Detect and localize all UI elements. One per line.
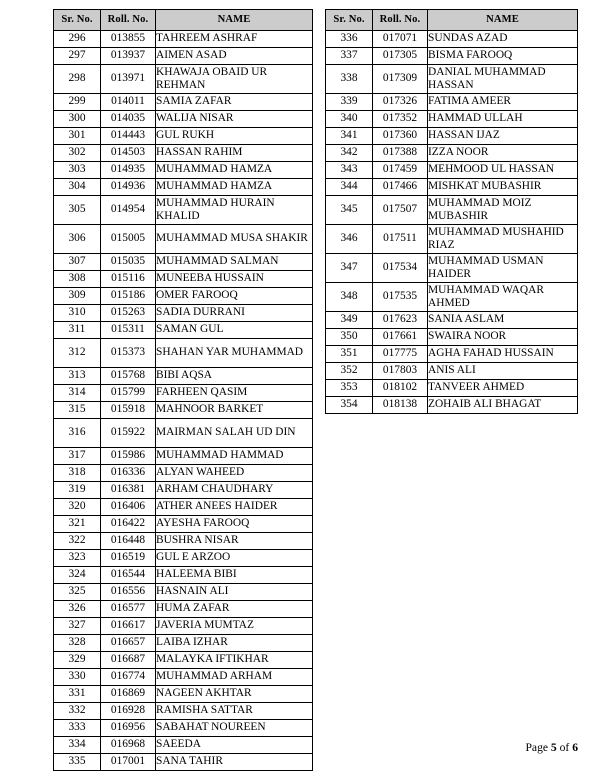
table-row <box>326 254 578 283</box>
column-header-sr-no: Sr. No. <box>54 10 101 31</box>
cell-name: BISMA FAROOQ <box>428 48 578 65</box>
table-row <box>326 65 578 94</box>
cell-name: GUL E ARZOO <box>156 550 313 567</box>
table-row <box>54 652 313 669</box>
cell-roll-no: 017623 <box>373 312 428 329</box>
cell-name: ATHER ANEES HAIDER <box>156 499 313 516</box>
cell-name: MUHAMMAD HAMZA <box>156 162 313 179</box>
cell-roll-no: 017507 <box>373 196 428 225</box>
cell-sr-no: 301 <box>54 128 101 145</box>
cell-roll-no: 014035 <box>101 111 156 128</box>
table-row <box>326 346 578 363</box>
table-row <box>54 465 313 482</box>
table-row <box>326 380 578 397</box>
cell-name: WALIJA NISAR <box>156 111 313 128</box>
cell-sr-no: 332 <box>54 703 101 720</box>
cell-sr-no: 316 <box>54 419 101 448</box>
table-row <box>54 482 313 499</box>
cell-roll-no: 017352 <box>373 111 428 128</box>
cell-roll-no: 016687 <box>101 652 156 669</box>
cell-sr-no: 347 <box>326 254 373 283</box>
column-header-roll-no: Roll. No. <box>101 10 156 31</box>
table-row <box>54 703 313 720</box>
cell-name: JAVERIA MUMTAZ <box>156 618 313 635</box>
cell-roll-no: 018138 <box>373 397 428 414</box>
cell-name: HAMMAD ULLAH <box>428 111 578 128</box>
cell-name: MAHNOOR BARKET <box>156 402 313 419</box>
cell-sr-no: 314 <box>54 385 101 402</box>
table-row <box>54 720 313 737</box>
cell-roll-no: 015986 <box>101 448 156 465</box>
table-row <box>54 368 313 385</box>
cell-roll-no: 014503 <box>101 145 156 162</box>
cell-roll-no: 017459 <box>373 162 428 179</box>
cell-roll-no: 016336 <box>101 465 156 482</box>
table-row <box>54 419 313 448</box>
table-row <box>54 686 313 703</box>
cell-sr-no: 299 <box>54 94 101 111</box>
cell-name: MUHAMMAD USMAN HAIDER <box>428 254 578 283</box>
cell-roll-no: 016657 <box>101 635 156 652</box>
cell-name: SWAIRA NOOR <box>428 329 578 346</box>
table-row <box>326 312 578 329</box>
cell-name: SUNDAS AZAD <box>428 31 578 48</box>
cell-name: SANIA ASLAM <box>428 312 578 329</box>
cell-name: HALEEMA BIBI <box>156 567 313 584</box>
cell-name: MUHAMMAD MUSA SHAKIR <box>156 225 313 254</box>
table-row <box>326 196 578 225</box>
cell-roll-no: 016519 <box>101 550 156 567</box>
cell-name: IZZA NOOR <box>428 145 578 162</box>
cell-name: MUHAMMAD HURAIN KHALID <box>156 196 313 225</box>
table-row <box>54 322 313 339</box>
cell-roll-no: 017775 <box>373 346 428 363</box>
cell-roll-no: 017388 <box>373 145 428 162</box>
cell-roll-no: 018102 <box>373 380 428 397</box>
cell-roll-no: 016774 <box>101 669 156 686</box>
column-header-roll-no: Roll. No. <box>373 10 428 31</box>
cell-sr-no: 352 <box>326 363 373 380</box>
cell-sr-no: 329 <box>54 652 101 669</box>
cell-name: MUHAMMAD MUSHAHID RIAZ <box>428 225 578 254</box>
table-row <box>54 669 313 686</box>
table-row <box>326 48 578 65</box>
cell-sr-no: 308 <box>54 271 101 288</box>
cell-roll-no: 014936 <box>101 179 156 196</box>
cell-name: HASSAN IJAZ <box>428 128 578 145</box>
table-row <box>54 271 313 288</box>
table-row <box>54 196 313 225</box>
cell-name: MALAYKA IFTIKHAR <box>156 652 313 669</box>
cell-name: TAHREEM ASHRAF <box>156 31 313 48</box>
table-row <box>54 567 313 584</box>
table-row <box>54 533 313 550</box>
table-header-right <box>326 10 578 31</box>
cell-roll-no: 016928 <box>101 703 156 720</box>
cell-roll-no: 015116 <box>101 271 156 288</box>
cell-sr-no: 320 <box>54 499 101 516</box>
table-row <box>326 363 578 380</box>
cell-roll-no: 016406 <box>101 499 156 516</box>
cell-roll-no: 017326 <box>373 94 428 111</box>
cell-roll-no: 016617 <box>101 618 156 635</box>
cell-sr-no: 335 <box>54 754 101 771</box>
cell-roll-no: 016968 <box>101 737 156 754</box>
table-row <box>326 31 578 48</box>
table-row <box>54 288 313 305</box>
cell-sr-no: 311 <box>54 322 101 339</box>
cell-name: MUHAMMAD MOIZ MUBASHIR <box>428 196 578 225</box>
cell-sr-no: 330 <box>54 669 101 686</box>
cell-name: MUHAMMAD HAMZA <box>156 179 313 196</box>
cell-sr-no: 309 <box>54 288 101 305</box>
table-row <box>54 448 313 465</box>
cell-name: HUMA ZAFAR <box>156 601 313 618</box>
cell-roll-no: 014954 <box>101 196 156 225</box>
cell-sr-no: 337 <box>326 48 373 65</box>
cell-roll-no: 015918 <box>101 402 156 419</box>
table-row <box>54 402 313 419</box>
footer-current-page: 5 <box>550 741 557 754</box>
cell-name: ARHAM CHAUDHARY <box>156 482 313 499</box>
cell-name: MUHAMMAD HAMMAD <box>156 448 313 465</box>
cell-sr-no: 340 <box>326 111 373 128</box>
cell-name: SHAHAN YAR MUHAMMAD <box>156 339 313 368</box>
cell-sr-no: 326 <box>54 601 101 618</box>
cell-sr-no: 336 <box>326 31 373 48</box>
table-row <box>54 94 313 111</box>
cell-roll-no: 017001 <box>101 754 156 771</box>
cell-sr-no: 318 <box>54 465 101 482</box>
cell-roll-no: 015768 <box>101 368 156 385</box>
cell-name: SADIA DURRANI <box>156 305 313 322</box>
table-row <box>326 145 578 162</box>
cell-sr-no: 327 <box>54 618 101 635</box>
cell-roll-no: 017466 <box>373 179 428 196</box>
cell-name: MISHKAT MUBASHIR <box>428 179 578 196</box>
cell-roll-no: 015005 <box>101 225 156 254</box>
table-row <box>54 145 313 162</box>
cell-sr-no: 313 <box>54 368 101 385</box>
cell-sr-no: 325 <box>54 584 101 601</box>
cell-sr-no: 298 <box>54 65 101 94</box>
cell-name: ANIS ALI <box>428 363 578 380</box>
cell-sr-no: 300 <box>54 111 101 128</box>
table-row <box>54 305 313 322</box>
cell-sr-no: 328 <box>54 635 101 652</box>
cell-sr-no: 334 <box>54 737 101 754</box>
cell-sr-no: 331 <box>54 686 101 703</box>
table-row <box>326 283 578 312</box>
cell-sr-no: 342 <box>326 145 373 162</box>
table-row <box>326 397 578 414</box>
table-row <box>54 618 313 635</box>
cell-roll-no: 016956 <box>101 720 156 737</box>
cell-name: HASNAIN ALI <box>156 584 313 601</box>
cell-sr-no: 338 <box>326 65 373 94</box>
cell-sr-no: 353 <box>326 380 373 397</box>
cell-roll-no: 017535 <box>373 283 428 312</box>
cell-name: ALYAN WAHEED <box>156 465 313 482</box>
cell-sr-no: 350 <box>326 329 373 346</box>
table-row <box>54 754 313 771</box>
cell-sr-no: 312 <box>54 339 101 368</box>
cell-sr-no: 322 <box>54 533 101 550</box>
footer-prefix-label: Page <box>525 741 549 754</box>
header-row <box>326 10 578 31</box>
cell-roll-no: 014443 <box>101 128 156 145</box>
cell-sr-no: 333 <box>54 720 101 737</box>
cell-roll-no: 014935 <box>101 162 156 179</box>
cell-name: BIBI AQSA <box>156 368 313 385</box>
table-row <box>54 225 313 254</box>
table-row <box>54 516 313 533</box>
cell-name: DANIAL MUHAMMAD HASSAN <box>428 65 578 94</box>
table-row <box>54 111 313 128</box>
table-row <box>54 31 313 48</box>
table-body-left <box>54 31 313 771</box>
cell-name: MAIRMAN SALAH UD DIN <box>156 419 313 448</box>
table-row <box>54 601 313 618</box>
cell-sr-no: 310 <box>54 305 101 322</box>
cell-sr-no: 349 <box>326 312 373 329</box>
cell-name: OMER FAROOQ <box>156 288 313 305</box>
cell-sr-no: 305 <box>54 196 101 225</box>
roster-table-left <box>53 9 313 771</box>
right-table-wrapper <box>325 9 578 414</box>
page-footer <box>525 741 578 754</box>
table-row <box>326 179 578 196</box>
cell-name: SAMAN GUL <box>156 322 313 339</box>
cell-sr-no: 354 <box>326 397 373 414</box>
table-row <box>54 128 313 145</box>
cell-roll-no: 017511 <box>373 225 428 254</box>
cell-sr-no: 341 <box>326 128 373 145</box>
cell-name: MUHAMMAD WAQAR AHMED <box>428 283 578 312</box>
cell-name: GUL RUKH <box>156 128 313 145</box>
table-row <box>54 550 313 567</box>
cell-sr-no: 339 <box>326 94 373 111</box>
table-row <box>54 65 313 94</box>
cell-roll-no: 015373 <box>101 339 156 368</box>
footer-total-pages: 6 <box>572 741 578 754</box>
cell-roll-no: 015186 <box>101 288 156 305</box>
cell-name: SAEEDA <box>156 737 313 754</box>
cell-sr-no: 348 <box>326 283 373 312</box>
cell-roll-no: 017803 <box>373 363 428 380</box>
cell-sr-no: 315 <box>54 402 101 419</box>
cell-name: RAMISHA SATTAR <box>156 703 313 720</box>
cell-roll-no: 016448 <box>101 533 156 550</box>
table-row <box>54 48 313 65</box>
header-row <box>54 10 313 31</box>
table-row <box>326 128 578 145</box>
cell-roll-no: 017661 <box>373 329 428 346</box>
cell-name: ZOHAIB ALI BHAGAT <box>428 397 578 414</box>
cell-roll-no: 016422 <box>101 516 156 533</box>
cell-sr-no: 302 <box>54 145 101 162</box>
cell-sr-no: 303 <box>54 162 101 179</box>
table-row <box>326 162 578 179</box>
roster-table-right <box>325 9 578 414</box>
cell-name: KHAWAJA OBAID UR REHMAN <box>156 65 313 94</box>
cell-name: AIMEN ASAD <box>156 48 313 65</box>
cell-sr-no: 317 <box>54 448 101 465</box>
cell-name: TANVEER AHMED <box>428 380 578 397</box>
cell-name: AGHA FAHAD HUSSAIN <box>428 346 578 363</box>
cell-roll-no: 015035 <box>101 254 156 271</box>
cell-sr-no: 319 <box>54 482 101 499</box>
table-row <box>54 162 313 179</box>
table-row <box>54 339 313 368</box>
table-body-right <box>326 31 578 414</box>
cell-roll-no: 013937 <box>101 48 156 65</box>
table-row <box>54 584 313 601</box>
cell-name: MUHAMMAD ARHAM <box>156 669 313 686</box>
cell-sr-no: 351 <box>326 346 373 363</box>
cell-roll-no: 016556 <box>101 584 156 601</box>
cell-roll-no: 017534 <box>373 254 428 283</box>
table-row <box>54 737 313 754</box>
cell-name: MUNEEBA HUSSAIN <box>156 271 313 288</box>
cell-roll-no: 013855 <box>101 31 156 48</box>
cell-sr-no: 324 <box>54 567 101 584</box>
cell-name: MUHAMMAD SALMAN <box>156 254 313 271</box>
cell-sr-no: 346 <box>326 225 373 254</box>
cell-roll-no: 013971 <box>101 65 156 94</box>
cell-name: SANA TAHIR <box>156 754 313 771</box>
cell-sr-no: 296 <box>54 31 101 48</box>
cell-sr-no: 344 <box>326 179 373 196</box>
cell-name: FARHEEN QASIM <box>156 385 313 402</box>
cell-roll-no: 015799 <box>101 385 156 402</box>
column-header-sr-no: Sr. No. <box>326 10 373 31</box>
cell-sr-no: 304 <box>54 179 101 196</box>
cell-name: BUSHRA NISAR <box>156 533 313 550</box>
cell-roll-no: 015922 <box>101 419 156 448</box>
table-row <box>326 225 578 254</box>
table-header-left <box>54 10 313 31</box>
table-row <box>326 329 578 346</box>
cell-roll-no: 017309 <box>373 65 428 94</box>
cell-roll-no: 016869 <box>101 686 156 703</box>
cell-name: LAIBA IZHAR <box>156 635 313 652</box>
cell-sr-no: 307 <box>54 254 101 271</box>
left-table-wrapper <box>53 9 313 771</box>
footer-middle-label: of <box>559 741 570 754</box>
table-row <box>54 254 313 271</box>
cell-name: NAGEEN AKHTAR <box>156 686 313 703</box>
cell-roll-no: 015263 <box>101 305 156 322</box>
cell-name: SAMIA ZAFAR <box>156 94 313 111</box>
table-row <box>326 111 578 128</box>
cell-roll-no: 016381 <box>101 482 156 499</box>
cell-roll-no: 014011 <box>101 94 156 111</box>
cell-roll-no: 016577 <box>101 601 156 618</box>
cell-name: FATIMA AMEER <box>428 94 578 111</box>
table-row <box>54 499 313 516</box>
cell-sr-no: 323 <box>54 550 101 567</box>
table-row <box>54 385 313 402</box>
cell-sr-no: 297 <box>54 48 101 65</box>
cell-roll-no: 015311 <box>101 322 156 339</box>
cell-roll-no: 017360 <box>373 128 428 145</box>
column-header-name: NAME <box>156 10 313 31</box>
table-row <box>54 635 313 652</box>
cell-roll-no: 017305 <box>373 48 428 65</box>
cell-sr-no: 306 <box>54 225 101 254</box>
cell-name: MEHMOOD UL HASSAN <box>428 162 578 179</box>
cell-roll-no: 016544 <box>101 567 156 584</box>
cell-sr-no: 343 <box>326 162 373 179</box>
cell-sr-no: 321 <box>54 516 101 533</box>
cell-name: AYESHA FAROOQ <box>156 516 313 533</box>
cell-name: SABAHAT NOUREEN <box>156 720 313 737</box>
table-row <box>326 94 578 111</box>
cell-roll-no: 017071 <box>373 31 428 48</box>
table-row <box>54 179 313 196</box>
cell-name: HASSAN RAHIM <box>156 145 313 162</box>
column-header-name: NAME <box>428 10 578 31</box>
cell-sr-no: 345 <box>326 196 373 225</box>
